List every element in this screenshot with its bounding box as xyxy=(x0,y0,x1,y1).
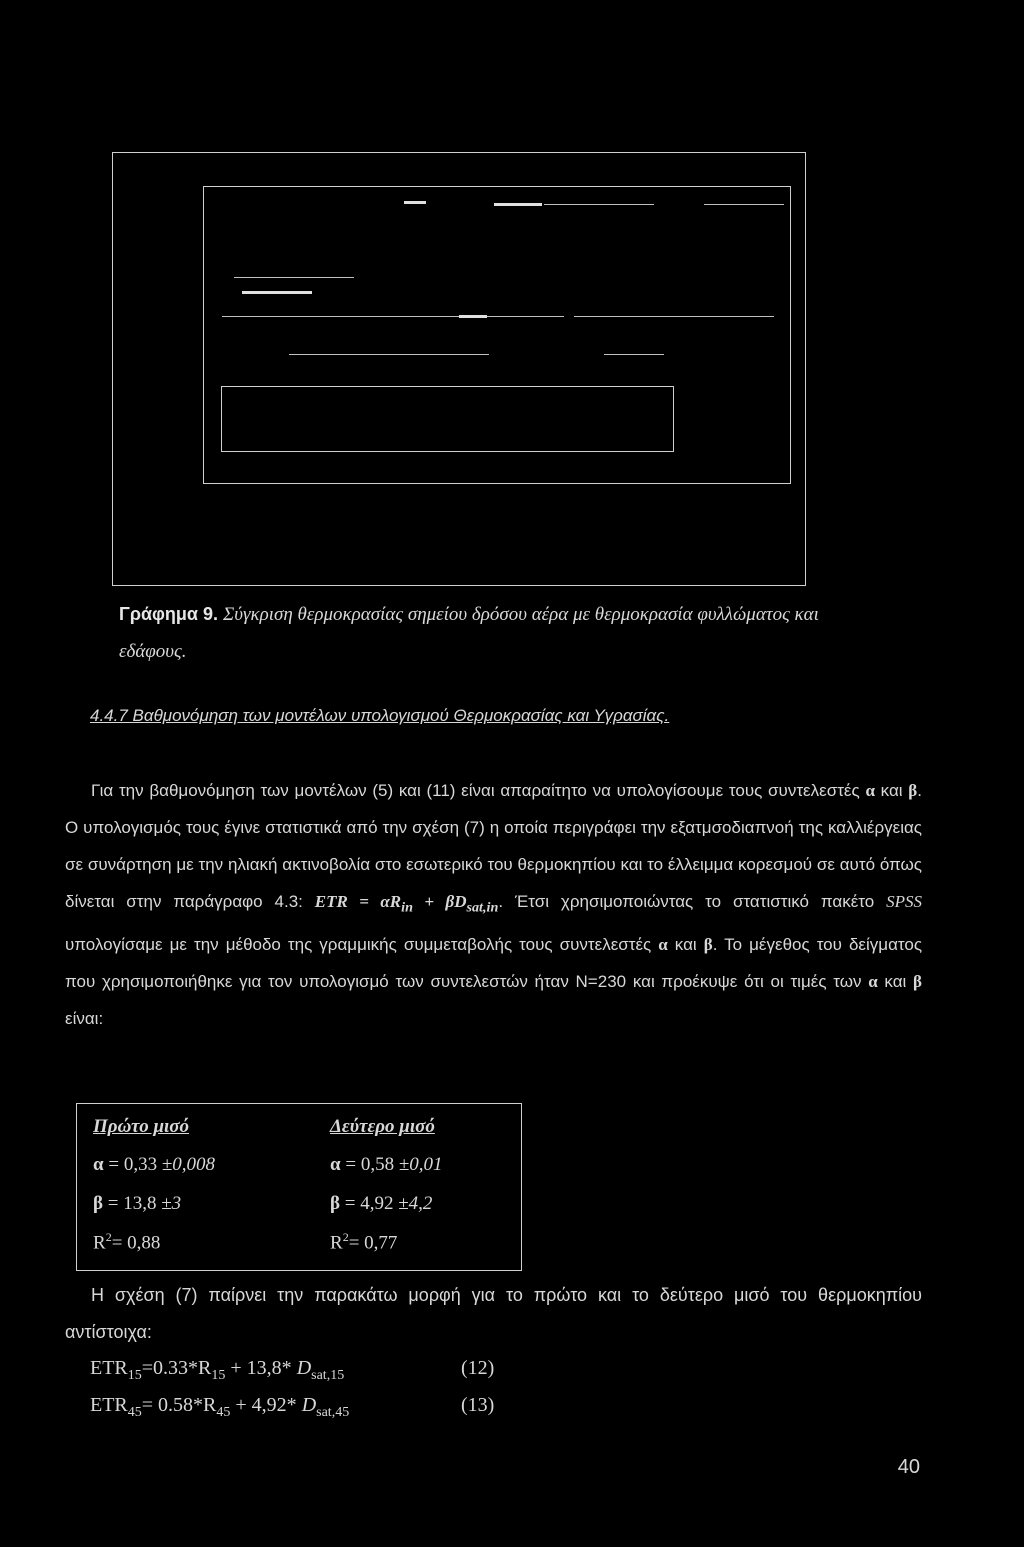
first-r2-row: $R^2= 0,88$ xyxy=(93,1230,161,1254)
paragraph-text: . Ο υπολογισμός τους έγινε στατιστικά από την σχέση (7) η οποία περιγράφει την εξατμσοδιαπνοή της καλλιέργειας σε συνάρτηση με την ηλιακή ακτινοβολία στο εσωτερικό του θερμοκηπίου και το έλλειμμα κορεσμού σε αυτό όπως δίνεται στην παράγραφο 4.3: xyxy=(65,781,922,911)
paragraph-text: και xyxy=(874,781,909,800)
figure-label: Γράφημα 9. xyxy=(119,604,218,624)
paragraph-text: και xyxy=(667,935,704,955)
equation-number-13: (13) xyxy=(461,1394,495,1416)
symbol-alpha: α xyxy=(658,935,668,955)
second-half-header: Δεύτερο μισό xyxy=(330,1116,435,1137)
symbol-beta: β xyxy=(908,781,918,800)
paragraph-text: και xyxy=(877,972,914,992)
section-heading: 4.4.7 Βαθμονόμηση των μοντέλων υπολογισμού Θερμοκρασίας και Υγρασίας. xyxy=(90,706,670,725)
paragraph-text: Για την βαθμονόμηση των μοντέλων (5) και (11) είναι απαραίτητο να υπολογίσουμε τους συντελεστές xyxy=(91,781,866,800)
equation-13: $ETR_{45}= 0.58*R_{45} + 4,92*$ $D_{sat,45}$ xyxy=(90,1394,350,1420)
second-r2-row: $R^2= 0,77$ xyxy=(330,1230,398,1254)
paragraph-text: είναι: xyxy=(65,1009,104,1029)
figure-caption-text: Σύγκριση θερμοκρασίας σημείου δρόσου αέρα με θερμοκρασία φυλλώματος και εδάφους. xyxy=(119,604,819,662)
page-number: 40 xyxy=(897,1456,920,1478)
equation-number-12: (12) xyxy=(461,1357,495,1379)
software-name: SPSS xyxy=(886,892,922,911)
paragraph-relation: Η σχέση (7) παίρνει την παρακάτω μορφή για το πρώτο και το δεύτερο μισό του θερμοκηπίου αντίστοιχα: xyxy=(65,1285,922,1342)
coefficients-table xyxy=(76,1103,522,1271)
first-beta-row: β = 13,8 ±3 xyxy=(93,1193,182,1214)
symbol-beta: β xyxy=(913,972,923,992)
second-beta-row: β = 4,92 ±4,2 xyxy=(330,1193,433,1214)
symbol-alpha: α xyxy=(868,972,878,992)
symbol-beta: β xyxy=(703,935,713,955)
paragraph-calibration xyxy=(65,772,922,1037)
first-half-header: Πρώτο μισό xyxy=(93,1116,190,1137)
chart-legend-box xyxy=(221,386,674,452)
paragraph-text: . Το μέγεθος του δείγματος που χρησιμοποιήθηκε για τον υπολογισμό των συντελεστών ήταν N=230 και προέκυψε ότι οι τιμές των xyxy=(65,935,923,992)
symbol-alpha: α xyxy=(865,781,875,800)
equation-12: $ETR_{15}=0.33*R_{15} + 13,8*$ $D_{sat,15}$ xyxy=(90,1357,345,1383)
paragraph-text: . Έτσι χρησιμοποιώντας το στατιστικό πακέτο xyxy=(498,892,887,911)
paragraph-text: υπολογίσαμε με την μέθοδο της γραμμικής συμμεταβολής τους συντελεστές xyxy=(65,935,659,955)
inline-formula: ETR = $\alpha R_{in} + \beta D_{sat,in}$ xyxy=(314,892,499,916)
figure-caption xyxy=(119,596,839,670)
first-alpha-row: α = 0,33 ±0,008 xyxy=(93,1154,216,1175)
second-alpha-row: α = 0,58 ±0,01 xyxy=(330,1154,443,1175)
